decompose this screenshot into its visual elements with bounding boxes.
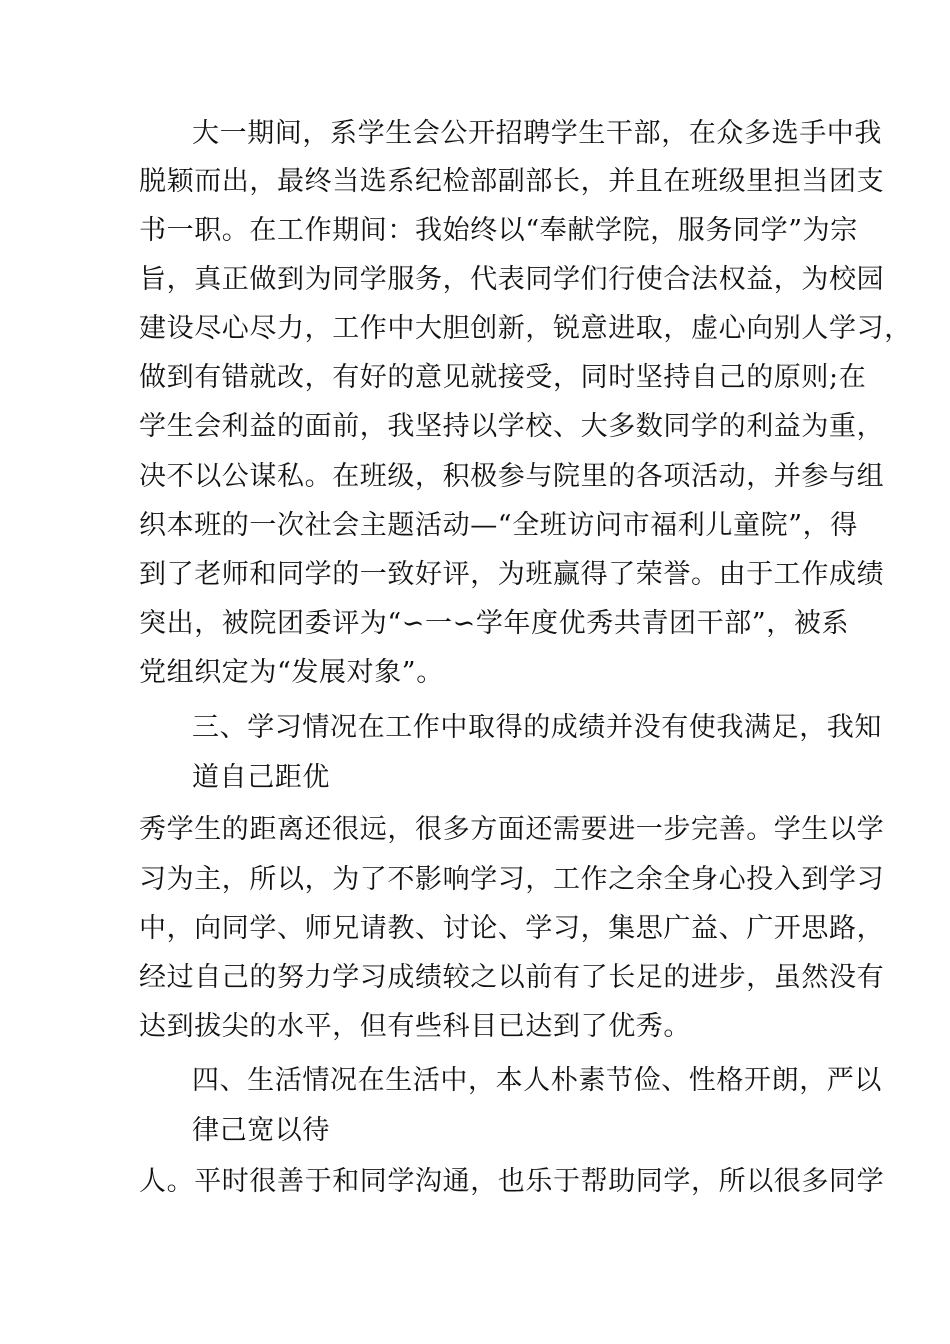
text-line: 律己宽以待 <box>192 1115 330 1146</box>
text-line: 建设尽心尽力，工作中大胆创新，锐意进取，虚心向别人学习， <box>139 313 912 344</box>
text-line: 秀学生的距离还很远，很多方面还需要进一步完善。学生以学 <box>139 814 885 845</box>
text-line: 决不以公谋私。在班级，积极参与院里的各项活动，并参与组 <box>139 461 885 492</box>
text-line: 旨，真正做到为同学服务，代表同学们行使合法权益，为校园 <box>139 264 885 295</box>
text-line: 经过自己的努力学习成绩较之以前有了长足的进步，虽然没有 <box>139 962 885 993</box>
text-line: 党组织定为“发展对象”。 <box>139 657 444 688</box>
text-line: 达到拔尖的水平，但有些科目已达到了优秀。 <box>139 1011 691 1042</box>
text-line: 习为主，所以，为了不影响学习，工作之余全身心投入到学习 <box>139 864 885 895</box>
text-line: 三、学习情况在工作中取得的成绩并没有使我满足，我知 <box>192 712 882 743</box>
text-line: 做到有错就改，有好的意见就接受，同时坚持自己的原则;在 <box>139 362 867 393</box>
text-line: 织本班的一次社会主题活动—“全班访问市福利儿童院”，得 <box>139 510 858 541</box>
text-line: 大一期间，系学生会公开招聘学生干部，在众多选手中我 <box>192 118 882 149</box>
text-line: 道自己距优 <box>192 762 330 793</box>
text-line: 脱颖而出，最终当选系纪检部副部长，并且在班级里担当团支 <box>139 166 885 197</box>
text-line: 中，向同学、师兄请教、讨论、学习，集思广益、广开思路， <box>139 913 885 944</box>
text-line: 学生会利益的面前，我坚持以学校、大多数同学的利益为重， <box>139 411 885 442</box>
text-line: 到了老师和同学的一致好评，为班赢得了荣誉。由于工作成绩 <box>139 559 885 590</box>
text-line: 书一职。在工作期间：我始终以“奉献学院，服务同学”为宗 <box>139 215 858 246</box>
text-line: 人。平时很善于和同学沟通，也乐于帮助同学，所以很多同学 <box>139 1166 885 1197</box>
text-line: 四、生活情况在生活中，本人朴素节俭、性格开朗，严以 <box>192 1065 882 1096</box>
text-line: 突出，被院团委评为“∽一∽学年度优秀共青团干部”，被系 <box>139 608 850 639</box>
